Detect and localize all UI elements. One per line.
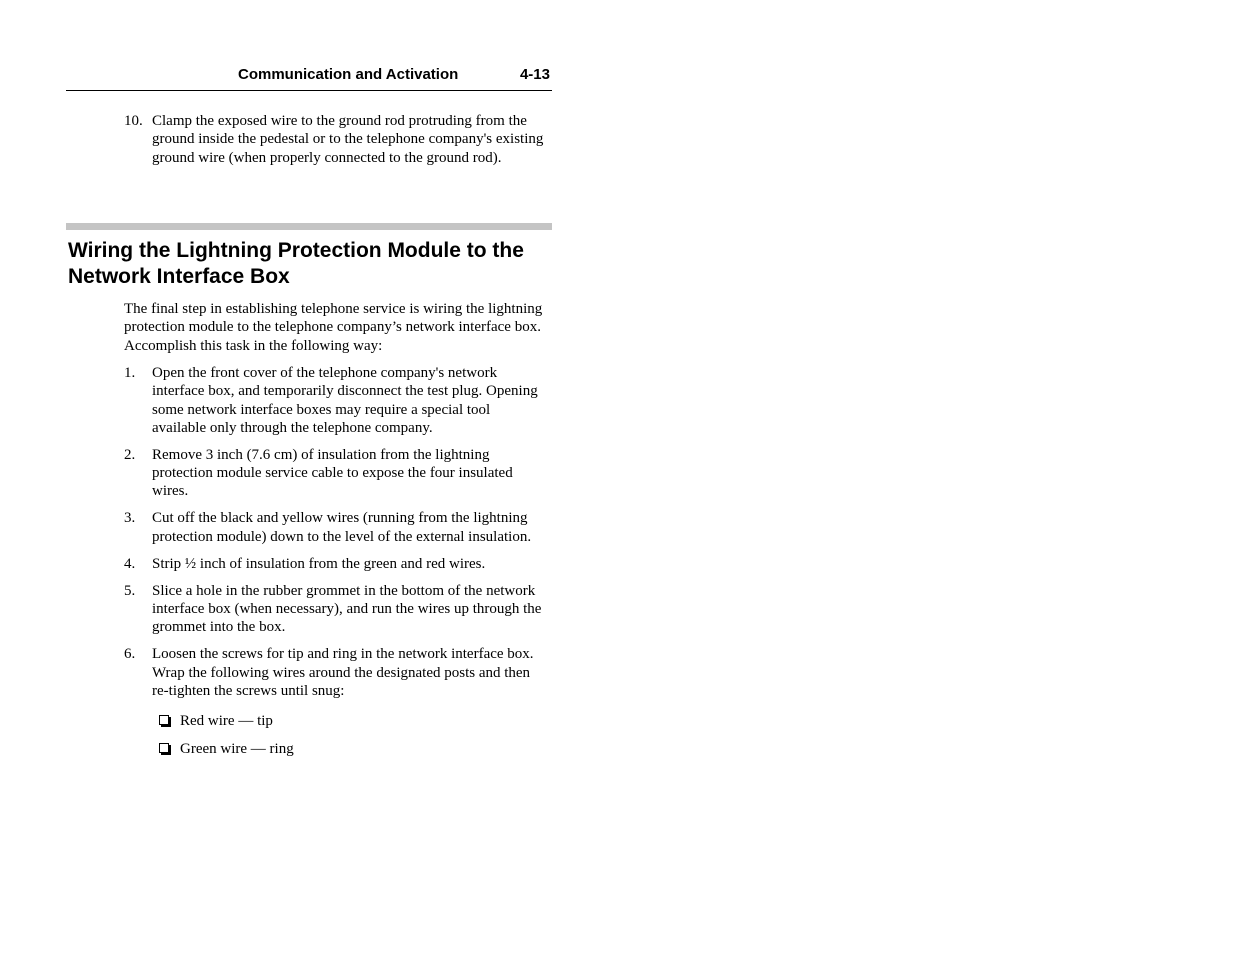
section-divider	[66, 223, 552, 230]
list-item	[66, 509, 552, 546]
step-text: Remove 3 inch (7.6 cm) of insulation from the lightning protection module service cable to expose the four insulated wires.	[152, 446, 513, 500]
list-item	[66, 645, 552, 700]
list-item	[66, 446, 552, 501]
step-text: Slice a hole in the rubber grommet in the bottom of the network interface box (when necessary), and run the wires up through the grommet into the box.	[152, 582, 542, 636]
step-number: 2.	[124, 446, 136, 463]
bullet-text: Red wire — tip	[180, 713, 273, 729]
step-number: 3.	[124, 510, 136, 527]
section-heading: Wiring the Lightning Protection Module to the Network Interface Box	[68, 239, 524, 288]
step-number: 6.	[124, 646, 136, 663]
step-text: Loosen the screws for tip and ring in the network interface box. Wrap the following wires around the designated posts and then re-tighten the screws until snug:	[152, 646, 534, 699]
step-text: Open the front cover of the telephone company's network interface box, and temporarily disconnect the test plug. Opening some network interface boxes may require a special tool available only through the telephone company.	[152, 365, 538, 436]
step-number: 5.	[124, 582, 136, 599]
page-number: 4-13	[519, 66, 550, 83]
step-number: 1.	[124, 365, 136, 381]
continued-step	[66, 112, 552, 167]
step-number: 10.	[124, 113, 143, 129]
step-list	[66, 364, 552, 709]
checkbox-bullet-icon	[159, 715, 169, 725]
bullet-text: Green wire — ring	[180, 741, 294, 757]
step-text: Clamp the exposed wire to the ground rod protruding from the ground inside the pedestal or to the telephone company's existing ground wire (when properly connected to the ground rod).	[152, 113, 544, 166]
step-text: Cut off the black and yellow wires (running from the lightning protection module) down to the level of the external insulation.	[152, 510, 532, 545]
checkbox-bullet-icon	[159, 743, 169, 753]
list-item	[66, 582, 552, 637]
list-item	[66, 364, 552, 437]
list-item	[66, 112, 552, 167]
step-text: Strip ½ inch of insulation from the green and red wires.	[152, 555, 486, 572]
intro-paragraph: The final step in establishing telephone service is wiring the lightning protection module to the telephone company’s network interface box. Accomplish this task in the following way:	[124, 301, 543, 354]
step-number: 4.	[124, 555, 136, 572]
chapter-title: Communication and Activation	[238, 66, 459, 83]
list-item	[66, 555, 552, 573]
running-header	[66, 64, 552, 91]
